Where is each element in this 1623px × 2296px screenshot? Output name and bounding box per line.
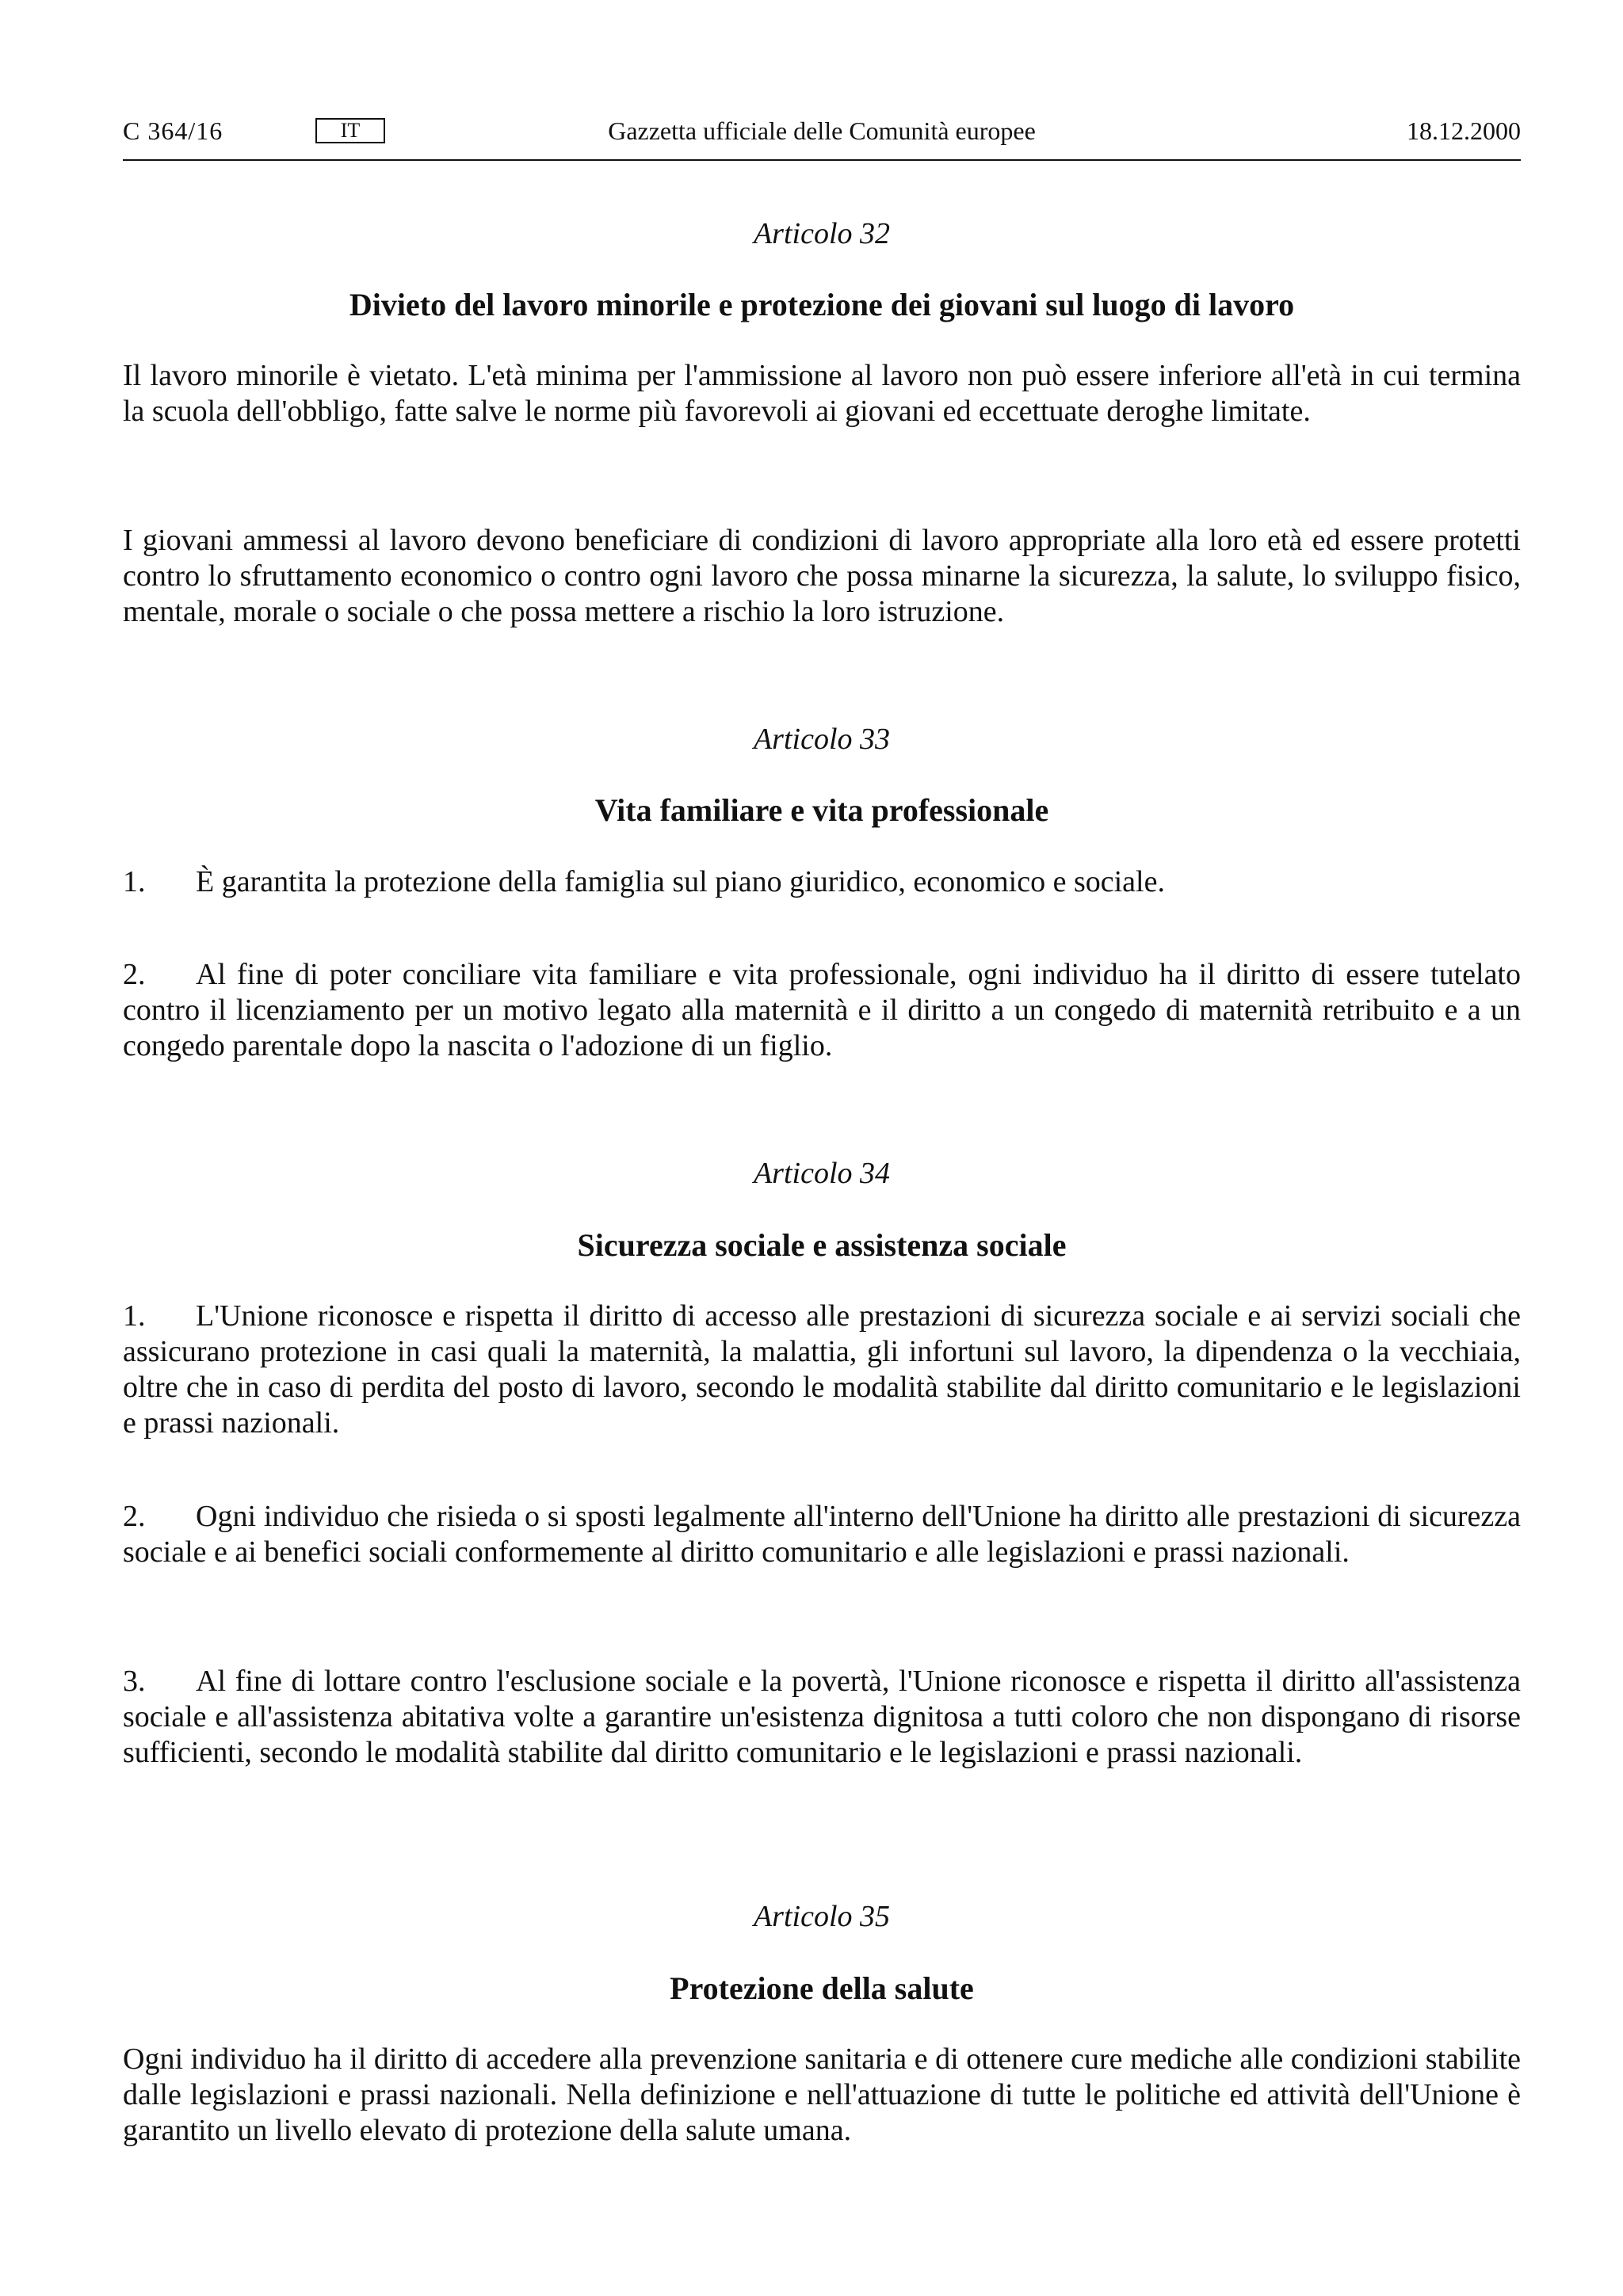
paragraph-number: 2. (123, 958, 146, 991)
header-divider (123, 159, 1521, 161)
publication-date: 18.12.2000 (1407, 116, 1521, 145)
article-paragraph (123, 1299, 1521, 1441)
paragraph-number: 1. (123, 1299, 146, 1333)
article-paragraph (123, 523, 1521, 630)
article-title: Protezione della salute (670, 1970, 974, 2006)
article-number: Articolo 34 (753, 1157, 891, 1190)
language-badge: IT (315, 118, 385, 143)
paragraph-number: 2. (123, 1500, 146, 1533)
paragraph-text: Il lavoro minorile è vietato. L'età minima per l'ammissione al lavoro non può essere inferiore all'età in cui termina la scuola dell'obbligo, fatte salve le norme più favorevoli ai giovani ed eccettuate deroghe limitate. (123, 359, 1521, 428)
journal-title: Gazzetta ufficiale delle Comunità europee (608, 116, 1036, 145)
paragraph-number: 1. (123, 865, 146, 898)
journal-series-number: C 364/16 (123, 116, 223, 145)
paragraph-text: I giovani ammessi al lavoro devono beneficiare di condizioni di lavoro appropriate alla loro età ed essere protetti contro lo sfruttamento economico o contro ogni lavoro che possa minarne la sicurezza, la salute, lo sviluppo fisico, mentale, morale o sociale o che possa mettere a rischio la loro istruzione. (123, 524, 1521, 628)
paragraph-text: L'Unione riconosce e rispetta il diritto di accesso alle prestazioni di sicurezza sociale e ai servizi sociali che assicurano protezione in casi quali la maternità, la malattia, gli infortuni sul lavoro, la dipendenza o la vecchiaia, oltre che in caso di perdita del posto di lavoro, secondo le modalità stabilite dal diritto comunitario e le legislazioni e prassi nazionali. (123, 1299, 1521, 1440)
paragraph-text: Al fine di lottare contro l'esclusione sociale e la povertà, l'Unione riconosce e rispetta il diritto all'assistenza sociale e all'assistenza abitativa volte a garantire un'esistenza dignitosa a tutti coloro che non dispongano di risorse sufficienti, secondo le modalità stabilite dal diritto comunitario e le legislazioni e prassi nazionali. (123, 1665, 1521, 1769)
paragraph-text: Ogni individuo ha il diritto di accedere alla prevenzione sanitaria e di ottenere cure mediche alle condizioni stabilite dalle legislazioni e prassi nazionali. Nella definizione e nell'attuazione di tutte le politiche ed attività dell'Unione è garantito un livello elevato di protezione della salute umana. (123, 2042, 1521, 2147)
paragraph-text: Al fine di poter conciliare vita familiare e vita professionale, ogni individuo ha il diritto di essere tutelato contro il licenziamento per un motivo legato alla maternità e il diritto a un congedo di maternità retribuito e a un congedo parentale dopo la nascita o l'adozione di un figlio. (123, 958, 1521, 1062)
article-paragraph (123, 2042, 1521, 2149)
journal-header (123, 113, 1521, 149)
article-title: Divieto del lavoro minorile e protezione dei giovani sul luogo di lavoro (349, 287, 1295, 322)
article-number: Articolo 33 (753, 723, 891, 756)
article-paragraph (123, 358, 1521, 429)
article-number: Articolo 35 (753, 1900, 891, 1933)
article-title: Vita familiare e vita professionale (594, 792, 1049, 828)
article-paragraph (123, 864, 1521, 900)
paragraph-number: 3. (123, 1665, 146, 1698)
paragraph-text: È garantita la protezione della famiglia sul piano giuridico, economico e sociale. (196, 865, 1165, 898)
article-paragraph (123, 957, 1521, 1064)
article-title: Sicurezza sociale e assistenza sociale (577, 1227, 1067, 1263)
article-number: Articolo 32 (753, 217, 891, 250)
article-paragraph (123, 1499, 1521, 1570)
paragraph-text: Ogni individuo che risieda o si sposti legalmente all'interno dell'Unione ha diritto alle prestazioni di sicurezza sociale e ai benefici sociali conformemente al diritto comunitario e alle legislazioni e prassi nazionali. (123, 1500, 1521, 1569)
article-paragraph (123, 1664, 1521, 1771)
